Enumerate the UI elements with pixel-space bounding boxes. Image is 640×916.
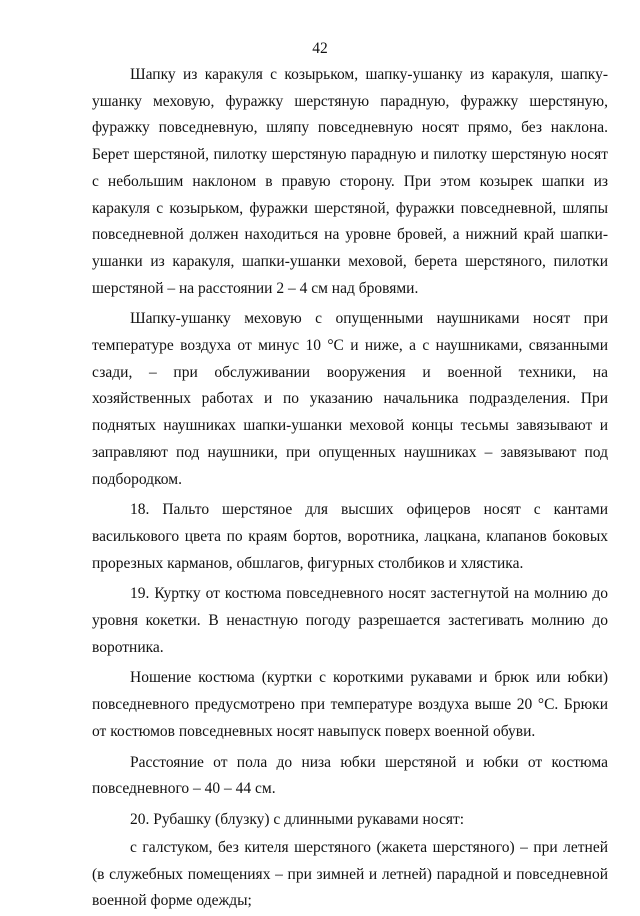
paragraph-item-19-jacket: 19. Куртку от костюма повседневного носят застегнутой на молнию до уровня кокетки. В ненастную погоду разрешается застегивать молнию до воротника.	[92, 585, 608, 656]
document-body	[92, 62, 608, 916]
paragraph-headwear-wearing: Шапку из каракуля с козырьком, шапку-ушанку из каракуля, шапку-ушанку меховую, фуражку шерстяную парадную, фуражку шерстяную, фуражку повседневную, шляпу повседневную носят прямо, без наклона. Берет шерстяной, пилотку шерстяную парадную и пилотку шерстяную носят с небольшим наклоном в правую сторону. При этом козырек шапки из каракуля с козырьком, фуражки шерстяной, фуражки повседневной, шляпы повседневной должен находиться на уровне бровей, а нижний край шапки-ушанки из каракуля, шапки-ушанки меховой, берета шерстяного, пилотки шерстяной – на расстоянии 2 – 4 см над бровями.	[92, 66, 608, 297]
page-number: 42	[312, 40, 328, 57]
paragraph-shirt-with-tie: с галстуком, без кителя шерстяного (жакета шерстяного) – при летней (в служебных помещениях – при зимней и летней) парадной и повседневной военной форме одежды;	[92, 838, 608, 910]
paragraph-item-20-shirt: 20. Рубашку (блузку) с длинными рукавами носят:	[130, 810, 465, 828]
paragraph-suit-temperature: Ношение костюма (куртки с короткими рукавами и брюк или юбки) повседневного предусмотрено при температуре воздуха выше 20 °С. Брюки от костюмов повседневных носят навыпуск поверх военной обуви.	[92, 669, 608, 740]
paragraph-item-18-coat: 18. Пальто шерстяное для высших офицеров носят с кантами василькового цвета по краям бортов, воротника, лацкана, клапанов боковых прорезных карманов, обшлагов, фигурных столбиков и хлястика.	[92, 501, 608, 572]
paragraph-earflap-hat: Шапку-ушанку меховую с опущенными наушниками носят при температуре воздуха от минус 10 °С и ниже, а с наушниками, связанными сзади, – при обслуживании вооружения и военной техники, на хозяйственных работах и по указанию начальника подразделения. При поднятых наушниках шапки-ушанки меховой концы тесьмы завязывают и заправляют под наушники, при опущенных наушниках – завязывают под подбородком.	[92, 310, 608, 488]
paragraph-skirt-length: Расстояние от пола до низа юбки шерстяной и юбки от костюма повседневного – 40 – 44 см.	[92, 753, 608, 798]
